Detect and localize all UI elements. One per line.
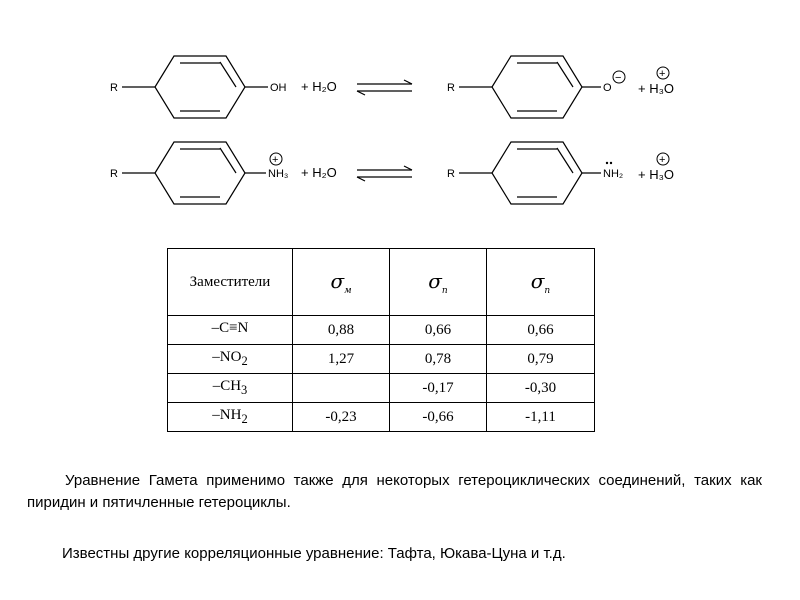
benzene-ring	[492, 142, 582, 204]
correlation-paragraph: Известны другие корреляционные уравнение: Тафта, Юкава-Цуна и т.д.	[62, 545, 566, 562]
sigma-symbol: σ	[530, 268, 545, 293]
sigma-subscript: м	[344, 285, 352, 296]
table-cell: -0,23	[293, 403, 390, 432]
reagent-water: + H₂O	[301, 79, 337, 94]
table-cell	[293, 374, 390, 403]
reaction-2	[110, 142, 674, 204]
benzene-ring	[155, 142, 245, 204]
substituent-name: $-NH_2$	[168, 403, 293, 432]
product-r-label: R	[447, 82, 455, 94]
reactant-r-label: R	[110, 82, 118, 94]
reaction-1	[110, 56, 674, 118]
table-row	[168, 316, 595, 345]
sigma-symbol: σ	[330, 268, 345, 293]
table-cell: 1,27	[293, 345, 390, 374]
positive-charge-sign: +	[272, 154, 279, 166]
benzene-ring	[492, 56, 582, 118]
substituent-name: $-CH_3$	[168, 374, 293, 403]
table-cell: -0,66	[390, 403, 487, 432]
table-cell: 0,66	[390, 316, 487, 345]
product-group: O	[603, 82, 612, 94]
header-sigma-para	[390, 249, 487, 316]
reactant-group: NH₃	[268, 168, 289, 180]
reactant-r-label: R	[110, 168, 118, 180]
reagent-water: + H₂O	[301, 165, 337, 180]
table-cell: 0,66	[487, 316, 595, 345]
sigma-symbol: σ	[428, 268, 442, 293]
benzene-ring	[155, 56, 245, 118]
reactant-group: OH	[270, 82, 287, 94]
sigma-subscript: п	[441, 285, 448, 296]
product-hydronium: + H₃O	[638, 81, 674, 96]
lone-pair-dot	[610, 162, 612, 164]
hammett-paragraph: Уравнение Гамета применимо также для некоторых гетероциклических соединений, таких как пиридин и пятичленные гетероциклы.	[27, 472, 762, 511]
table-cell: -0,30	[487, 374, 595, 403]
substituent-name: –C≡N	[168, 316, 293, 345]
equilibrium-arrow	[357, 80, 412, 95]
sigma-subscript: п	[544, 285, 551, 296]
reaction-scheme	[0, 0, 800, 240]
product-group: NH₂	[603, 168, 624, 180]
substituent-constants-table	[167, 248, 595, 432]
positive-charge-sign: +	[659, 154, 666, 166]
table-cell: 0,78	[390, 345, 487, 374]
table-cell: 0,79	[487, 345, 595, 374]
table-row	[168, 374, 595, 403]
negative-charge-sign: −	[615, 72, 622, 84]
table-cell: 0,88	[293, 316, 390, 345]
header-sigma-para-2	[487, 249, 595, 316]
table-cell: -1,11	[487, 403, 595, 432]
substituent-name: $-NO_2$	[168, 345, 293, 374]
lone-pair-dot	[606, 162, 608, 164]
header-sigma-meta	[293, 249, 390, 316]
product-hydronium: + H₃O	[638, 167, 674, 182]
table-header-row	[168, 249, 595, 316]
table-row	[168, 403, 595, 432]
table-cell: -0,17	[390, 374, 487, 403]
positive-charge-sign: +	[659, 68, 666, 80]
equilibrium-arrow	[357, 166, 412, 181]
header-substituents: Заместители	[168, 249, 293, 316]
product-r-label: R	[447, 168, 455, 180]
table-row	[168, 345, 595, 374]
